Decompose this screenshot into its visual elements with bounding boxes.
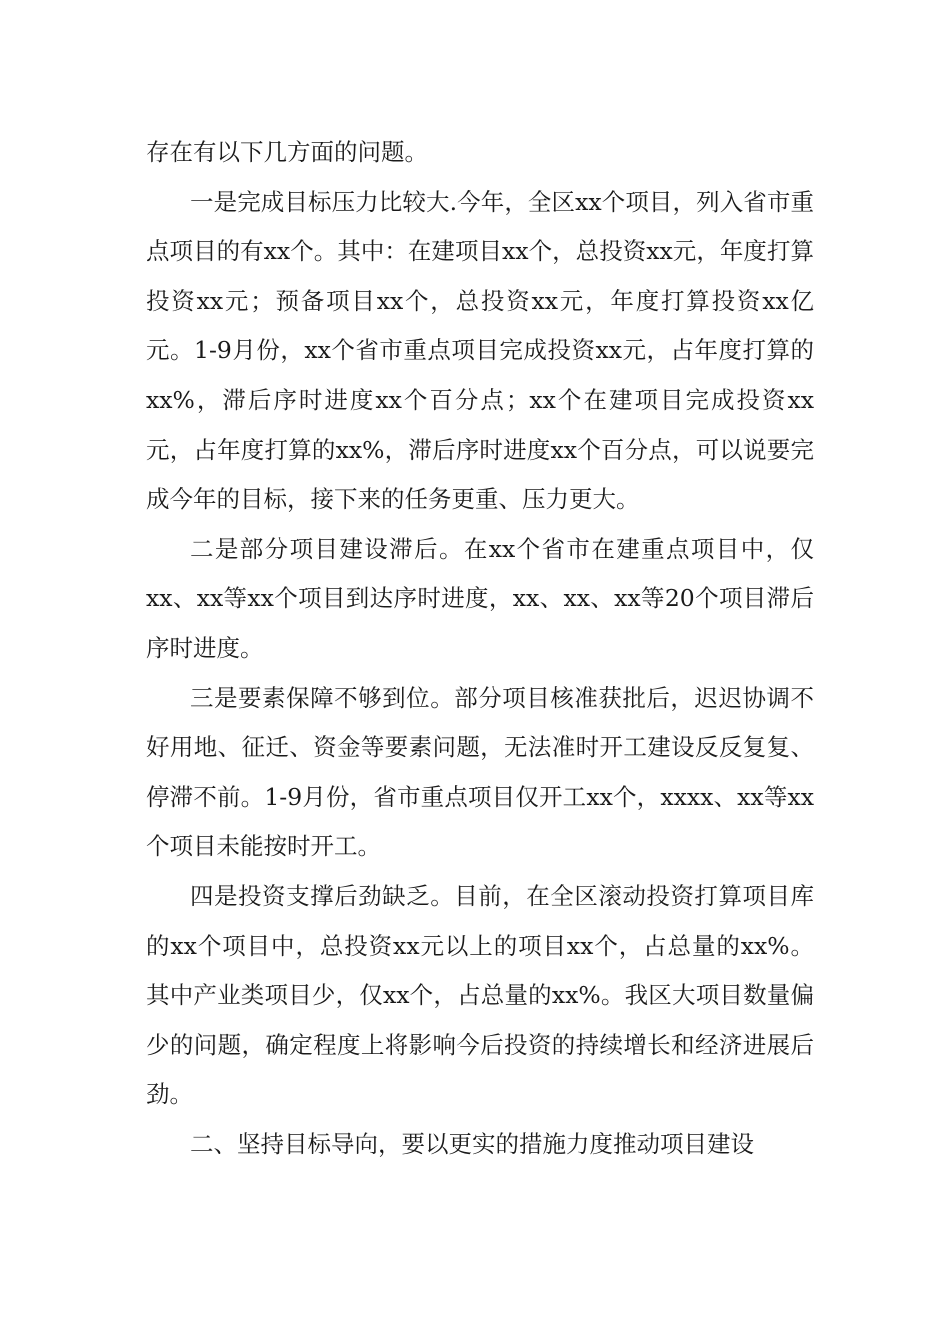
paragraph-resource-guarantee: 三是要素保障不够到位。部分项目核准获批后，迟迟协调不好用地、征迁、资金等要素问题，无法准时开工建设反反复复、停滞不前。1-9月份，省市重点项目仅开工xx个，xxxx、xx等xx个项目未能按时开工。 [146,683,814,861]
paragraph-project-delay: 二是部分项目建设滞后。在xx个省市在建重点项目中，仅xx、xx等xx个项目到达序时进度，xx、xx、xx等20个项目滞后序时进度。 [146,534,814,662]
section-heading: 二、坚持目标导向，要以更实的措施力度推动项目建设 [190,1129,754,1158]
document-body [146,128,814,1169]
paragraph-target-pressure: 一是完成目标压力比较大.今年，全区xx个项目，列入省市重点项目的有xx个。其中：在建项目xx个，总投资xx元，年度打算投资xx元；预备项目xx个，总投资xx元，年度打算投资xx亿元。1-9月份，xx个省市重点项目完成投资xx元，占年度打算的xx%，滞后序时进度xx个百分点；xx个在建项目完成投资xx元，占年度打算的xx%，滞后序时进度xx个百分点，可以说要完成今年的目标，接下来的任务更重、压力更大。 [146,187,814,514]
paragraph-continuation: 存在有以下几方面的问题。 [146,138,428,166]
paragraph-investment-support: 四是投资支撑后劲缺乏。目前，在全区滚动投资打算项目库的xx个项目中，总投资xx元以上的项目xx个，占总量的xx%。其中产业类项目少，仅xx个，占总量的xx%。我区大项目数量偏少的问题，确定程度上将影响今后投资的持续增长和经济进展后劲。 [146,881,814,1109]
